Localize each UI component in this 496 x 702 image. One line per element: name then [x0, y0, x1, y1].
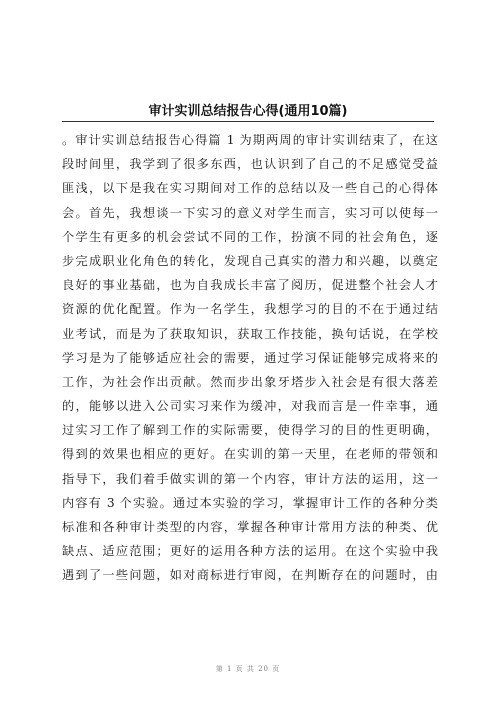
text-line: 个学生有更多的机会尝试不同的工作，扮演不同的社会角色，逐 [62, 229, 438, 244]
text-line: 良好的事业基础，也为自我成长丰富了阅历，促进整个社会人才 [62, 278, 438, 293]
text-line: 工作，为社会作出贡献。然而步出象牙塔步入社会是有很大落差 [62, 374, 438, 389]
title-divider [62, 121, 434, 122]
text-line: 的，能够以进入公司实习来作为缓冲，对我而言是一件幸事，通 [62, 399, 438, 414]
text-line: 遇到了一些问题，如对商标进行审阅，在判断存在的问题时，由 [62, 568, 438, 583]
text-line: 资源的优化配置。作为一名学生，我想学习的目的不在于通过结 [62, 302, 438, 317]
text-line: 会。首先，我想谈一下实习的意义对学生而言，实习可以使每一 [62, 205, 438, 220]
document-body [62, 128, 438, 588]
text-line: 内容有 3 个实验。通过本实验的学习，掌握审计工作的各种分类 [62, 495, 438, 510]
document-title: 审计实训总结报告心得(通用10篇) [148, 104, 348, 119]
text-line: 业考试，而是为了获取知识，获取工作技能，换句话说，在学校 [62, 326, 438, 341]
text-line: 段时间里，我学到了很多东西，也认识到了自己的不足感觉受益 [62, 157, 438, 172]
text-line: 。审计实训总结报告心得篇 1 为期两周的审计实训结束了，在这 [62, 133, 438, 147]
text-line: 步完成职业化角色的转化，发现自己真实的潜力和兴趣，以奠定 [62, 253, 438, 268]
text-line: 缺点、适应范围；更好的运用各种方法的运用。在这个实验中我 [62, 544, 438, 559]
text-line: 得到的效果也相应的更好。在实训的第一天里，在老师的带领和 [62, 447, 438, 462]
page-footer: 第 1 页 共 20 页 [215, 665, 281, 673]
text-line: 指导下，我们着手做实训的第一个内容，审计方法的运用，这一 [62, 471, 438, 486]
text-line: 标准和各种审计类型的内容，掌握各种审计常用方法的种类、优 [62, 520, 438, 534]
text-line: 学习是为了能够适应社会的需要，通过学习保证能够完成将来的 [62, 350, 438, 365]
text-line: 匪浅，以下是我在实习期间对工作的总结以及一些自己的心得体 [62, 181, 438, 196]
text-line: 过实习工作了解到工作的实际需要，使得学习的目的性更明确， [62, 423, 438, 438]
